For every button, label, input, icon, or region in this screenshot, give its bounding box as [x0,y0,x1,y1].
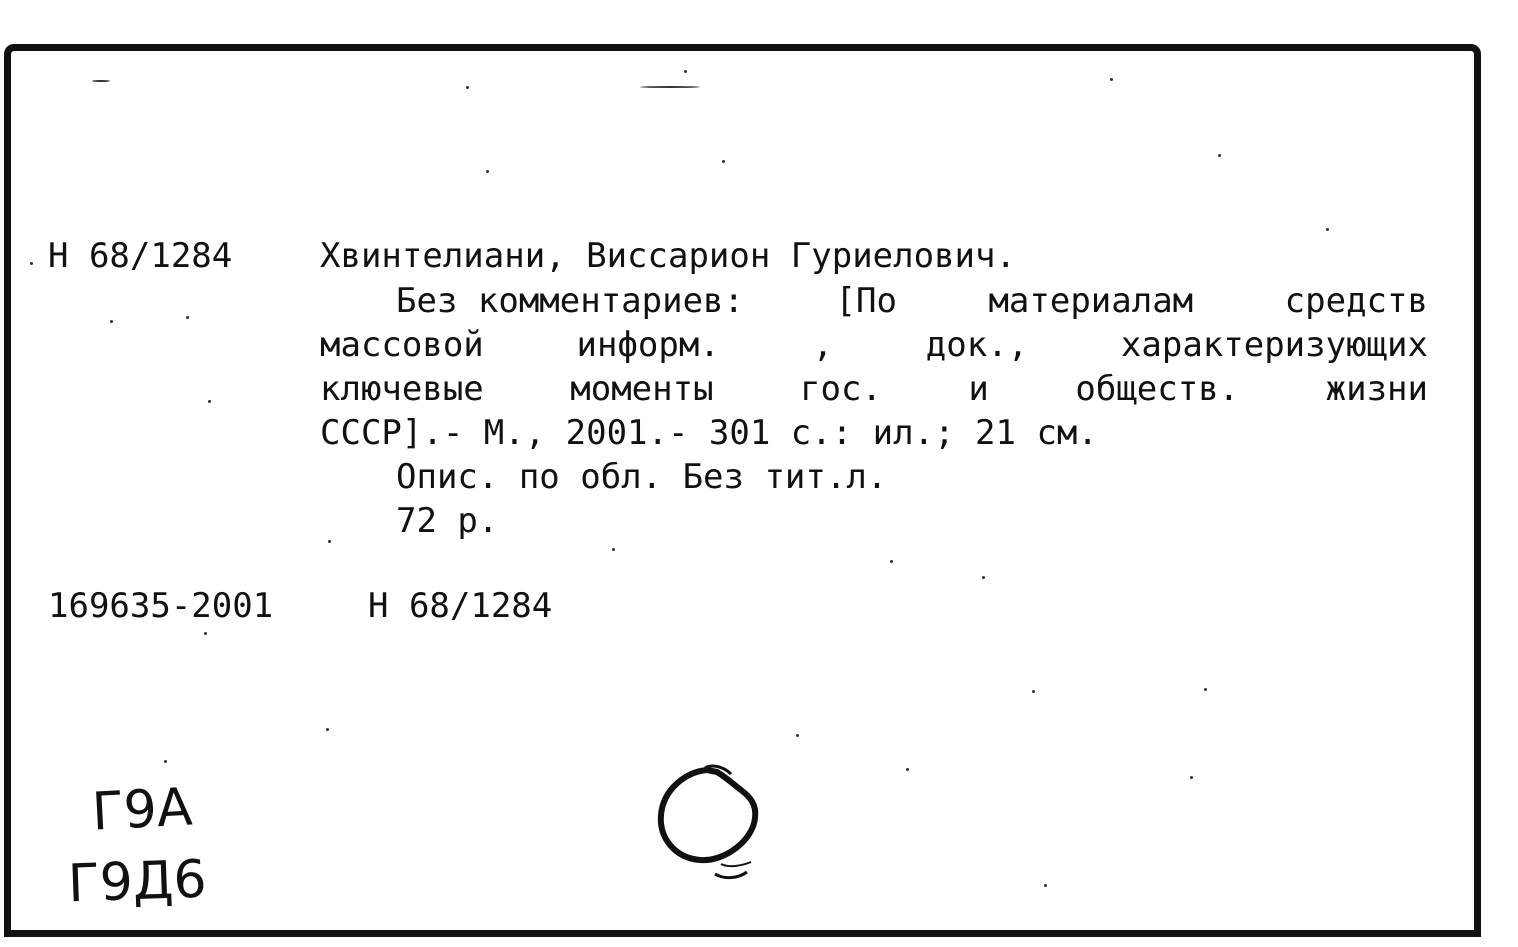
scan-speck [92,80,110,82]
description-line-2 [320,324,1428,367]
description-word: Без комментариев: [396,281,744,321]
author-heading: Хвинтелиани, Виссарион Гуриелович. [320,236,1016,276]
price-line: 72 р. [396,501,499,541]
description-word: и [968,369,989,409]
description-word: характеризующих [1120,325,1428,365]
shelfmark-bottom: Н 68/1284 [368,586,553,626]
description-word: гос. [800,369,882,409]
scan-speck [796,734,799,737]
scan-speck [110,320,113,323]
handwritten-index-1: Г9А [90,777,194,843]
scan-speck [328,540,331,543]
scan-speck [326,728,329,731]
scan-speck [1190,776,1193,779]
scan-speck [208,400,211,403]
imprint-line: СССР].- М., 2001.- 301 с.: ил.; 21 см. [320,413,1098,453]
scan-speck [1032,690,1035,693]
scan-speck [466,86,469,89]
description-word: информ. [576,325,720,365]
scan-speck [1218,154,1221,157]
description-line-3 [320,368,1428,411]
scan-speck [1204,688,1207,691]
scan-speck [164,760,167,763]
scan-speck [722,160,725,163]
scan-speck [186,316,189,319]
description-word: средств [1284,281,1428,321]
scan-speck [30,262,33,265]
handwritten-index-2: Г9Д6 [66,849,208,915]
note-line: Опис. по обл. Без тит.л. [396,457,888,497]
description-word: , [812,325,834,365]
accession-number: 169635-2001 [48,586,274,626]
shelfmark: Н 68/1284 [48,236,233,276]
scan-speck [612,548,615,551]
description-word: [По [835,281,897,321]
description-word: док., [925,325,1029,365]
scan-speck [1326,228,1329,231]
description-word: обществ. [1075,369,1240,409]
scan-speck [982,576,985,579]
description-word: массовой [320,325,484,365]
scan-speck [1110,78,1113,81]
scan-speck [640,86,700,88]
scan-speck [486,170,489,173]
description-word: ключевые [320,369,484,409]
scan-speck [1044,884,1047,887]
description-word: жизни [1325,369,1428,409]
scan-speck [204,632,207,635]
scan-speck [890,560,893,563]
scan-speck [906,768,909,771]
description-line-1 [396,280,1428,323]
scan-speck [684,70,687,73]
punched-hole-mark [655,760,765,890]
description-word: моменты [570,369,714,409]
description-word: материалам [988,281,1194,321]
